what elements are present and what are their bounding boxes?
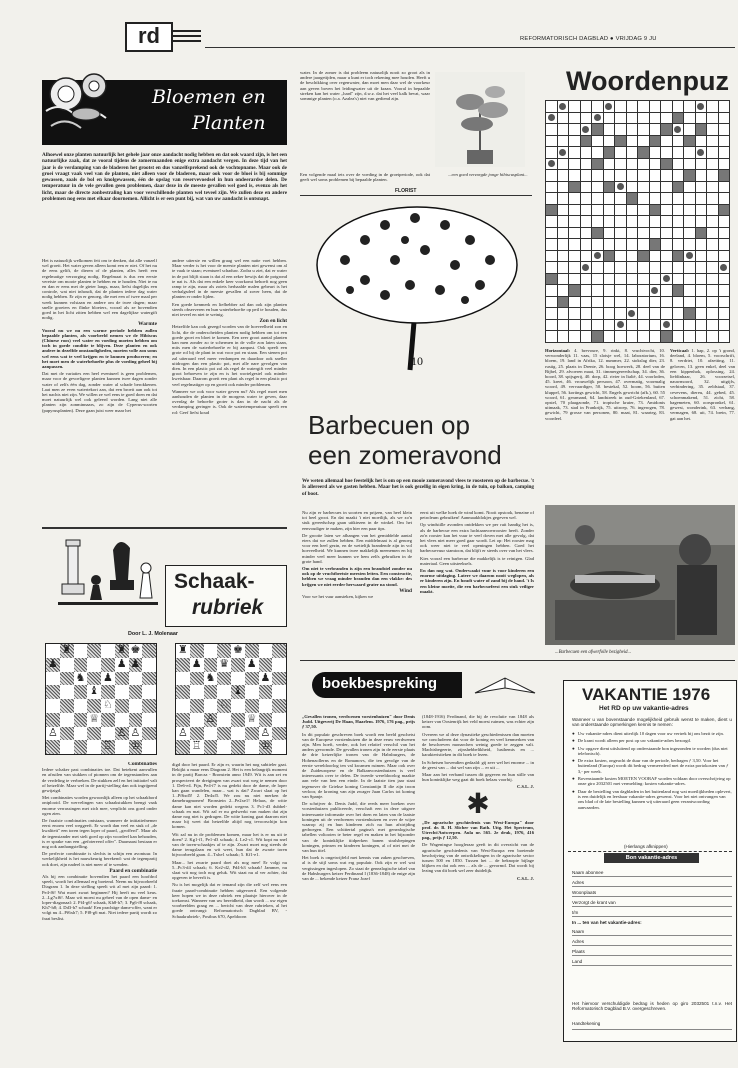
vacation-bullet bbox=[572, 731, 732, 736]
chess-title-line1: Schaak- bbox=[174, 570, 255, 593]
bbq-column-1 bbox=[302, 510, 412, 665]
vacation-bullet-text: De extra kosten, ongeacht de duur van de periode, bedragen ƒ 3,50. Voor het buitenland (Europa) wordt dit bedrag vermeerderd met de extra portokosten van ƒ 3,- per week. bbox=[577, 758, 729, 774]
chess-square bbox=[245, 672, 259, 686]
chess-square bbox=[74, 699, 88, 713]
chess-square bbox=[142, 685, 156, 699]
crossword-dot bbox=[548, 160, 555, 167]
chess-square bbox=[272, 740, 286, 754]
chess-square bbox=[190, 699, 204, 713]
chess-square bbox=[115, 699, 129, 713]
bbq-title-line2: een zomeravond bbox=[308, 440, 502, 470]
chess-square bbox=[60, 685, 74, 699]
hibiscus-photo bbox=[435, 72, 525, 167]
chess-piece-icon: ♙ bbox=[47, 725, 58, 739]
masthead-lines bbox=[171, 30, 201, 32]
chess-square bbox=[101, 713, 115, 727]
chess-top-rule bbox=[42, 527, 287, 529]
chess-column-1 bbox=[42, 762, 157, 1032]
bon-field[interactable] bbox=[572, 919, 732, 926]
book-column-2 bbox=[422, 714, 534, 1036]
chess-piece-icon: ♙ bbox=[130, 725, 141, 739]
chess-piece-icon: ♟ bbox=[102, 670, 113, 684]
chess-square bbox=[217, 727, 231, 741]
horizontal-heading: Horizontaal: bbox=[545, 348, 571, 353]
book2-sign-2: C.S.L. J. bbox=[517, 875, 534, 881]
chess-piece-icon: ♟ bbox=[47, 656, 58, 670]
vacation-bullet-text: De krant wordt alleen per post op uw vakantie-adres bezorgd. bbox=[577, 738, 691, 744]
flowers-col3-text-b: Een volgende maal iets over de voeding in de groeiperiode, ook dat geeft wel soms problemen bij bepaalde planten. bbox=[300, 172, 430, 183]
chess-square bbox=[217, 672, 231, 686]
book1-text-c: Het boek is ongetwijfeld met kennis van zaken geschreven, al is de stijl soms wat erg populair. Ook zijn er wel wat vergissingen ingeslopen. Zo staat de genealogische tabel van de Habsburgers keizer Ferdinand I (1836-1848) de enige zijn van de ... bekende keizer Franz Jozef bbox=[302, 855, 415, 882]
chess-square bbox=[217, 713, 231, 727]
chess-piece-icon: ♚ bbox=[232, 643, 243, 656]
bon-field[interactable] bbox=[572, 879, 732, 887]
bon-field[interactable] bbox=[572, 869, 732, 877]
bullet-icon: ● bbox=[572, 788, 575, 794]
bullet-icon: ● bbox=[572, 745, 575, 751]
chess-square bbox=[204, 658, 218, 672]
chess-square bbox=[272, 699, 286, 713]
flowers-column-3 bbox=[300, 70, 430, 170]
bbq-caption: ...Barbecuen een afwerfolle bezigheid... bbox=[555, 650, 632, 655]
chess-square bbox=[101, 727, 115, 741]
bullet-icon: ● bbox=[572, 731, 575, 736]
bbq-title-line1: Barbecuen op bbox=[308, 410, 470, 440]
svg-text:10: 10 bbox=[411, 354, 423, 368]
chess-square bbox=[129, 699, 143, 713]
tree-illustration bbox=[305, 200, 530, 375]
crossword-dot bbox=[582, 126, 589, 133]
bon-field-label: Adres bbox=[572, 880, 585, 885]
flowers-column-1 bbox=[42, 258, 157, 555]
chess-square bbox=[176, 658, 190, 672]
chess-square bbox=[74, 727, 88, 741]
crossword-dot bbox=[559, 149, 566, 156]
cut-line bbox=[568, 851, 732, 852]
crossword-dot bbox=[697, 103, 704, 110]
chess-piece-icon: ♕ bbox=[246, 711, 257, 725]
chess-col1-text-e: Als bij een combinatie bovendien het paard een hoofdrol speelt, wordt het allemaal erg boeiend. Neem nu bijvoorbeeld Diagram 1. In deze stelling speelt wit al met zijn paard: 1. Pe4-f6! Wat moet zwart beginnen? Hij heeft nu veel keus. 2...Lg7xf6!. Maar wit moest nu geheel van de open dame- en loper-diagonaal: 2. Pf4-g6! schaak, Kh8-h7; 3. Pg6-f8 schaak, Kh7-h8; 4. Dd3-h7 schaak! Een prachtige dame-offer, want er volgt nu 4...Pf6xh7; 5. Pf8-g6 mat. Niet iedere partij wordt zo fraai beslist. bbox=[42, 874, 157, 921]
chess-column-2 bbox=[172, 762, 287, 1032]
chess-square bbox=[190, 672, 204, 686]
chess-square bbox=[217, 685, 231, 699]
chess-piece-icon: ♟ bbox=[260, 670, 271, 684]
bon-field[interactable] bbox=[572, 938, 732, 946]
dateline: REFORMATORISCH DAGBLAD ● VRIJDAG 9 JU bbox=[520, 36, 657, 42]
chess-title-box bbox=[165, 565, 287, 627]
chess-piece-icon: ♞ bbox=[205, 670, 216, 684]
flowers-col1-text: Het is natuurlijk welkomen feit om te denken, dat alle vanzelf wel groeit. Het water geven alleen komt een er niet. Of het nu de eens gelift, de dieren of de planten, alles heeft een regelmatige verzorging nodig. Regelmaat is dus een eerste vereiste om mooie planten te hebben en te houden. Niet te nu en dan er eens met de gieter langs, maar, liefst dagelijks een controle, wat niet inhoudt, dat de planten iedere dag water nodig hebben. Er zijn er genoeg, die met een of twee maal per week kunnen volstaan en andere om de twee dagen; maar snelle groeiers en flinke bloeiers, vooral als ze bovendien goed in het licht zitten hebben wel een dagelijkse watergift nodig. bbox=[42, 258, 157, 321]
flowers-col2-text: andere uiterste en willen graag wel een natte voet hebben. Maar verder is het voor de meeste planten niet gewenst om al te vaak te staan; eventueel schaduw. Zodra u ziet, dat er water in de pot blijft staan is dat al een zeker bewijs dat de potgrond te nat is. Als dat een enkele keer voorkomt behoeft nog geen ramp te zijn, maar als zoiets herhaalde malen gebeurt is het verhalgsdeel in de meeste gevallen al zover heen, dat de planten er onder lijden. bbox=[172, 258, 287, 300]
chess-square bbox=[60, 658, 74, 672]
chess-square bbox=[87, 658, 101, 672]
vacation-bullet-text: Uw vakantie-adres dient uiterlijk 10 dagen voor uw vertrek bij ons bezit te zijn. bbox=[577, 731, 724, 736]
chess-square bbox=[204, 727, 218, 741]
bullet-icon: ● bbox=[572, 738, 575, 744]
chess-square bbox=[259, 699, 273, 713]
chess-square bbox=[60, 727, 74, 741]
book2-text-f: De Wageningse hoogleraar geeft in dit overzicht van de agrarische geschiedenis van West-Europa een boeiende beschrijving van de ontwikkelingen in de agrarische sector tussen 500 en 1850. Tussen het ... de beknopte bijlage blijken en dat ook een ... als de ... gevormd. Dat wordt bij lezing van dit boek wel zeer duidelijk. bbox=[422, 842, 534, 874]
chess-piece-icon: ♟ bbox=[246, 656, 257, 670]
vacation-bullet bbox=[572, 758, 732, 774]
flowers-title-line2: Planten bbox=[192, 112, 266, 134]
chess-square bbox=[46, 713, 60, 727]
chess-square bbox=[142, 699, 156, 713]
chess-piece-icon: ♕ bbox=[89, 711, 100, 725]
chess-square bbox=[142, 672, 156, 686]
chess-piece-icon: ♟ bbox=[130, 656, 141, 670]
chess-col2-text-d: Nu is het mogelijk dat er iemand zijn die zelf wel eens een fraaie paard-combinatie hebben uitgevoerd. Een volgende keer hopen we in deze rubriek een plaatsje hierover in de toekomst. Wanneer van uw bereidheid, dan wordt ... uw eigen voorbeelden graag en ... bericht van deze rubrieken, al het goede ontvangt: Reformatorisch Dagblad BV, -Schaakrubriek-, Postbus 670, Apeldoorn bbox=[172, 882, 287, 919]
flowers-title-line1: Bloemen en bbox=[152, 86, 266, 108]
book-illustration bbox=[470, 668, 540, 698]
chess-square bbox=[87, 699, 101, 713]
chess-square bbox=[101, 658, 115, 672]
book2-text-b: Overeen we al deze dynastieke geschiedenissen dan moeten we concluderen dat voor de koning en veel kenmerken van de beschreven monarchen weinig goede te zeggen valt. Machtsbegeerte, zijnshebbelikheid, lusthemis en ... karakteristieken in dit boek te lezen. bbox=[422, 731, 534, 758]
chess-square bbox=[46, 740, 60, 754]
flowers-col2-text-d: Wanneer we ook voor water geven nu? Als regel moet men aanhouden de planten in de morgens water te geven, daar overdag de behoefte groter is dan in de nacht als de verdamping geringer is. Ook de watertemperatuur speelt een rol: Geef liefst koud bbox=[172, 388, 287, 415]
bullet-icon: ● bbox=[572, 776, 575, 782]
bbq-col2-text: eerst uit welke hoek de wind komt. Nooit opstook, benzine of petroleum gebruiken! Aanmaakblokjes gegeven wel. bbox=[420, 510, 534, 521]
bon-field[interactable] bbox=[572, 928, 732, 936]
chess-square bbox=[46, 672, 60, 686]
book2-text-d: Maar aan het verband tussen dit gegeven en hun stille van hun koninklijke weg gaat dit boek helaas voorbij. bbox=[422, 772, 534, 783]
chess-piece-icon: ♜ bbox=[177, 643, 188, 656]
chess-col2-text-c: Maar... het zwarte paard doet als nog mee! Er volgt nu 5...Pc3-d4 schaak; 6. Ke2-d2, Pd4-b3 schaak! Jammer, nu slaat wit nog toch nog geluk. Wit staat nu al ver achter, dat opgeven te beverlt is. bbox=[172, 859, 287, 881]
chess-square bbox=[74, 658, 88, 672]
chess-piece-icon: ♔ bbox=[130, 739, 141, 753]
chess-square bbox=[46, 644, 60, 658]
chess-square bbox=[115, 685, 129, 699]
signature-label: Handtekening bbox=[572, 1021, 601, 1026]
chess-square bbox=[46, 699, 60, 713]
chess-square bbox=[60, 672, 74, 686]
bon-form bbox=[572, 869, 732, 968]
book-review-header bbox=[312, 672, 462, 698]
crossword-dot bbox=[720, 264, 727, 271]
bon-title: Bon vakantie-adres bbox=[604, 853, 699, 863]
chess-square bbox=[176, 713, 190, 727]
chess-square bbox=[204, 644, 218, 658]
chess-square bbox=[87, 727, 101, 741]
chess-piece-icon: ♘ bbox=[102, 698, 113, 711]
crossword-grid bbox=[545, 100, 735, 345]
bon-field[interactable] bbox=[572, 909, 732, 917]
bullet-icon: ● bbox=[572, 758, 575, 764]
chess-square bbox=[142, 713, 156, 727]
chess-square bbox=[204, 685, 218, 699]
chess-square bbox=[190, 713, 204, 727]
chess-square bbox=[245, 685, 259, 699]
bbq-col1-text-d: Voor we het vuur aansteken, kijken we bbox=[302, 594, 374, 600]
chess-square bbox=[115, 740, 129, 754]
bon-field-label: t/m bbox=[572, 910, 579, 915]
flowers-col2-heading: Zon en licht bbox=[259, 318, 287, 325]
flowers-caption-rule bbox=[300, 195, 532, 196]
flowers-column-2 bbox=[172, 258, 287, 555]
bbq-col1-heading: Wind bbox=[399, 587, 412, 594]
bon-field[interactable] bbox=[572, 958, 732, 966]
chess-piece-icon: ♚ bbox=[130, 643, 141, 656]
crossword-dot bbox=[594, 252, 601, 259]
cut-line-label: (Hierlangs afknippen) bbox=[624, 844, 668, 849]
chess-square bbox=[46, 685, 60, 699]
chess-piece-icon: ♜ bbox=[116, 643, 127, 656]
chess-diagram-2 bbox=[175, 643, 287, 755]
book2-sign-1: C.S.L. J. bbox=[517, 784, 534, 790]
bon-field-label: Naam abonnee bbox=[572, 870, 604, 875]
crossword-dot bbox=[686, 252, 693, 259]
crossword-horizontal bbox=[545, 348, 665, 500]
chess-square bbox=[176, 740, 190, 754]
bon-field-label: Verzorgt de krant van bbox=[572, 900, 616, 905]
crossword-dot bbox=[582, 264, 589, 271]
flowers-col1-text-b: Vooral nu we nu een warme periode hebben zullen bepaalde planten, als voorbeeld nemen we de Hibiscus (Chinese roos) veel water en voeding moeten hebben om toch in goede conditie te blijven. Deze planten en ook andere in dezelfde omstandigheden, moeten volle zon soms wel eens wat te veel krijgen en te kunnen produceren; en het moet men de waterbehoefte plus de voeding geheel bij aanpassen. bbox=[42, 327, 157, 370]
crossword-dot bbox=[674, 126, 681, 133]
chess-square bbox=[272, 658, 286, 672]
vacation-bullet-text: Uw opgave dient uitsluitend op onderstaande bon ingezonden te worden (dus niet telefonisch). bbox=[577, 745, 728, 756]
crossword-dot bbox=[697, 149, 704, 156]
bon-field-label: Naam bbox=[572, 929, 585, 934]
flowers-byline: FLORIST bbox=[395, 188, 417, 194]
book-review-title: boekbespreking bbox=[322, 675, 438, 692]
chess-piece-icon: ♟ bbox=[191, 656, 202, 670]
crossword-dot bbox=[617, 183, 624, 190]
chess-square bbox=[60, 740, 74, 754]
chess-piece-icon: ♙ bbox=[177, 725, 188, 739]
bon-field[interactable] bbox=[572, 948, 732, 956]
crossword-dot bbox=[559, 103, 566, 110]
crossword-dot bbox=[594, 114, 601, 121]
chess-piece-icon: ♙ bbox=[116, 725, 127, 739]
chess-col2-text-b: Wit zal nu in de problemen komen, maar het is er nu uit te doen? 2. Kg1-f1, Pe1-d3 schaak; 4. Le2-c1. Wit kopt nu snel van de toren-schaakjes af te zijn. Zwart moet nog steeds de dame terugslaan en wit weet, hun dat de zwarte toren bijvoorbeeld gaan. 4...Txhe1 schaak; 5. Kf1-e1. bbox=[172, 831, 287, 858]
chess-square bbox=[74, 713, 88, 727]
vacation-bullet bbox=[572, 746, 732, 757]
book1-text: In dit populair geschreven boek wordt een beeld geschetst van de Europese vorstenhuizen die in deze eeuw verdwenen zijn. Men hoeft, verder, ook het relatief verschil van het anders gevormde. De gevallen tronen zijn in de eerste plaats de drie keizerlijke tronen van de Habsburgers, de Hohenzollerns en de Romanovs, die ten gevolge van de eerste wereldoorlog ten val kwamen ruimen. Maar ook over de Zuideuropese en de Balkanvorstenhuizen is veel interessants over te delen. De tweede wereldoorlog maakte aan vele van hen een einde. In de laatste tien jaar staat tegenover de Griekse koning Constantijn II die zijn troon verloor, de kroning van zijn zwager Juan Carlos tot koning van Spanje. bbox=[302, 731, 415, 800]
chess-square bbox=[190, 685, 204, 699]
chess-square bbox=[204, 740, 218, 754]
bon-field[interactable] bbox=[572, 889, 732, 897]
chess-square bbox=[245, 740, 259, 754]
chess-square bbox=[272, 644, 286, 658]
chess-square bbox=[231, 699, 245, 713]
flowers-col1-text-c: Dat met de variaties een heel eventueel is geen problemen, maar voor de gevoeligere planten kunnen twee dagen zonder water of zelfs één dag, zonder water al schade berokkenen. Laat men ze even watertekort aan, dat een broeit aan ook tot het nachts niet zijn. We willen ze wel eens te goed doen en dat moet natuurlijk wel ook geleerd worden. Lang niet alle planten zijn zonminnaars, zo zijn de Cyperus-soorten (papyrusplanten). Deze gaan juist weer maar het bbox=[42, 371, 157, 413]
chess-square bbox=[190, 727, 204, 741]
chess-square bbox=[245, 727, 259, 741]
chess-byline: Door L. J. Molenaar bbox=[128, 631, 179, 637]
chess-col1-text: Iedere schaker past combinaties toe. Dat betekent aanvullen en afruilen van stukken of pionnen om de tegenstanders aan de verdeling te verbreken. De stukken zelf en het initiatief valt of hetzelfde. Maar wel in de partij-stelling dan ook ingrijpend gewijzigd. bbox=[42, 767, 157, 794]
crossword-vertical bbox=[670, 348, 735, 500]
chess-square bbox=[231, 672, 245, 686]
crossword-dot bbox=[617, 321, 624, 328]
chess-square bbox=[74, 740, 88, 754]
chess-square bbox=[176, 672, 190, 686]
bbq-col1-text-c: Om niet te verbranden is zijn een brandstel zonder nu ook op de vruchtbeetsie meesten letten. Een constructie, hebben we vraag minder branden dan een vlakke: des krijgen we niet eerder herwaard grater na stond. bbox=[302, 566, 412, 587]
signature-field[interactable] bbox=[572, 1021, 732, 1030]
book1-intro: „Gevallen tronen, verdwenen vorstenhuizen" door Denis Judd. Uitgeverij De Haan, Haarlem. 1976, 176 pag., prijs ƒ 37,50. bbox=[302, 714, 415, 730]
chess-diagram-1 bbox=[45, 643, 157, 755]
chess-piece-icon: ♛ bbox=[219, 656, 230, 670]
bon-field-label: Woonplaats bbox=[572, 890, 597, 895]
chess-piece-icon: ♝ bbox=[232, 684, 243, 698]
horizontal-clues: 4. brevoure, 9. rinkt, 8. vruchtvocht, 10. verwonderlijk 11. vaas, 15 slotsje wel, 14. laboratorium, 16. bloem, 19. land in Afrika, 12. nummer, 22. stokslag dier, 23. rustig, 25. plaats in Drente, 26. boog hoewerk, 28. deel van de Bijbel, 29. afvoeren maat, 31. timmergereedschap, 34. dier, 36. boord, 38. spijsgerij, 40. dorp, 42. rivier in Italië, 44. voorloden, 45. kreet, 46. vrouwelijk persoon, 47. overmatig, voormalig woord, 49. vervaardiger, 50. bestekal, 52. boom, 56. buiten kluppel, 56. kortings gewicht, 58. Engels gewricht (afk.), 60. 55 woord, 61. geramand, 64. landstreek in oud-Griekenland, 67. opstel, 70 plaagzonde, 71. tropische kruier, 73. Amidonis uitmaak, 73. stad in Frankrijk, 75. uitroep, 76. ingerogen, 78. gewicht, 79 grosse van personen, 80. maat, 81. waarteg, 83. voordeel. bbox=[545, 348, 665, 421]
chess-col1-text-b: Met combinaties worden gewoonlijk alleen op het schaakbord ontplooid. De wervelingen van schaakstukken brengt vaak enorme verrassingen met zich mee, verplicht ons goed onder ogen zien. bbox=[42, 795, 157, 816]
chess-square bbox=[231, 658, 245, 672]
bbq-column-2 bbox=[420, 510, 534, 665]
flowers-col2-text-c: Hetzelfde kan ook gezegd worden van de hoeveelheid zon en licht, die de onderscheiden planten nodig hebben om tot een goede groei en bloei te komen. Een zeer groot aantal planten kan men zonder zo te schermen in de volle zon laten staan, mits men de waterbehoefte er bij aanpast. Ook speelt een grote rol bij de plant in wat voor pot en staan. Een stenen pot zal uiteraard veel meer verdampen en daardoor ook sneller uitdrogen dan een plastic pot, met alle nare gevolgen van dien. In een plastic pot zal als regel de watergift veel minder groot behoeven te zijn en is het wortelgestel ook minder kwetsbaar. Daarom groeit een plant als regel in een plastic pot veel regelmatiger op en groeit ook minder problemen. bbox=[172, 324, 287, 387]
book2-intro: „De agrarische geschiedenis van West-Europa" door prof. dr. B. H. Slicher van Bath. Uitg. Het Spectrum, Utrecht/Antwerpen. Aula nr. 565. 2e druk, 1976, 416 pag., prijs ƒ 12,50. bbox=[422, 819, 534, 841]
flowers-caption: ...een goed verzorgde jonge hibiscusplant... bbox=[448, 172, 528, 177]
book2-text-c: In Schetsen bovendien gedaald: gij zeer wel het enorme ... in de geest van ... dat wel van zijn ... er uit ... bbox=[422, 759, 534, 770]
bon-field[interactable] bbox=[572, 899, 732, 907]
chess-square bbox=[142, 727, 156, 741]
chess-piece-icon: ♟ bbox=[116, 656, 127, 670]
crossword-dot bbox=[651, 287, 658, 294]
flowers-header bbox=[42, 80, 287, 145]
asterisk-icon: ✱ bbox=[466, 788, 490, 820]
chess-square bbox=[87, 644, 101, 658]
book-column-1 bbox=[302, 714, 415, 1036]
chess-piece-icon: ♘ bbox=[219, 698, 230, 711]
bon-footer: Het hiervoor verschuldigde bedrag is heden op giro 2032501 t.n.v. Het Reformatorisch Dagblad B.V. overgeschreven. bbox=[572, 1001, 732, 1012]
chess-piece-icon: ♞ bbox=[75, 670, 86, 684]
chess-square bbox=[115, 713, 129, 727]
chess-square bbox=[60, 713, 74, 727]
chess-square bbox=[190, 644, 204, 658]
chess-square bbox=[115, 672, 129, 686]
bbq-col2-text-b: Op windstille avonden ontdekken we per ruit handig het is, als de barbecue een extra luchtaanvoerrooster heeft. Zonder zo'n rooster kan het vuur te veel doven met alle gevolg, dat het vlees niet meer goed gaar wordt. Let op: Het rooster mag ook weer niet te veel openingen hebben. Goed het barbecuevuur stamtoon, dat blijft er steeds over van het vlees. bbox=[420, 522, 534, 554]
chess-square bbox=[129, 713, 143, 727]
chess-square bbox=[87, 740, 101, 754]
chess-square bbox=[60, 699, 74, 713]
vacation-subtitle: Het RD op uw vakantie-adres bbox=[599, 705, 689, 712]
chess-square bbox=[231, 740, 245, 754]
vertical-heading: Verticaal: bbox=[670, 348, 690, 353]
chess-square bbox=[272, 685, 286, 699]
bon-field-label: Land bbox=[572, 959, 583, 964]
chess-heading-1: Combinaties bbox=[127, 762, 157, 767]
chess-piece-icon: ♙ bbox=[205, 711, 216, 725]
chess-piece-icon: ♔ bbox=[260, 739, 271, 753]
chess-piece-icon: ♖ bbox=[191, 739, 202, 753]
bbq-col1-text-b: De grootte laten we afhangen van het gemiddelde aantal eters dat we zullen hebben. Een middelmaat is al genoeg voor een heel gezin, en de wettelijk brandende zijn in vol hoeveelheid. We kunnen twee makkelijk meenemen en hij minder veel meer kunnen we hem zelfs gebruiken in de grote hand. bbox=[302, 532, 412, 564]
masthead-rule bbox=[205, 47, 735, 48]
bon-field-label: Adres bbox=[572, 939, 585, 944]
vacation-box bbox=[563, 680, 737, 1042]
bbq-col2-text-c: Kies vooral een barbecue die makkelijk is te reinigen. Glad materiaal. Geen uitsteeksels. bbox=[420, 555, 534, 566]
bbq-photo bbox=[545, 505, 735, 645]
chess-square bbox=[176, 685, 190, 699]
chess-square bbox=[259, 685, 273, 699]
vacation-title: VAKANTIE 1976 bbox=[582, 685, 711, 704]
chess-square bbox=[259, 658, 273, 672]
chess-piece-icon: ♖ bbox=[102, 739, 113, 753]
bon-field-label: In ... ten van het vakantie-adres: bbox=[572, 920, 642, 925]
crossword-dot bbox=[663, 321, 670, 328]
crossword-dot bbox=[548, 114, 555, 121]
chess-square bbox=[272, 713, 286, 727]
chess-square bbox=[259, 713, 273, 727]
chess-col1-text-c: De fraaiste combinaties ontstaan, wanneer de initiatiefnemer eerst enorm veel weggeeft. Er wordt dan veel en stuk of „de kwaliteit" een toren tegen loper of paard, „geofferd". Maar als de tegenstander met stelt goed op zijn voordeel kan behouden, is er sprake van een „gefotereerd offer". Daarnaast bestaan er nog ook aanhangstelling. bbox=[42, 818, 157, 850]
flowers-col1-heading: Warmte bbox=[138, 321, 157, 328]
book2-text: (1848-1916) Ferdinand, die bij de revolutie van 1848 als keizer van Oostenrijk het veld moest ruimen, was echter zijn oom. bbox=[422, 714, 534, 730]
chess-square bbox=[101, 644, 115, 658]
chess-title-line2: rubriek bbox=[192, 596, 264, 619]
chess-square bbox=[272, 727, 286, 741]
chess-piece-icon: ♙ bbox=[260, 725, 271, 739]
chess-square bbox=[204, 699, 218, 713]
chess-square bbox=[176, 699, 190, 713]
bon-field-label: Plaats bbox=[572, 949, 585, 954]
chess-piece-icon: ♜ bbox=[61, 643, 72, 656]
masthead bbox=[105, 20, 735, 50]
chess-square bbox=[142, 658, 156, 672]
chess-square bbox=[87, 672, 101, 686]
vacation-bullets bbox=[572, 731, 732, 812]
chess-square bbox=[74, 644, 88, 658]
chess-square bbox=[142, 740, 156, 754]
crossword-cell bbox=[718, 330, 731, 343]
chess-square bbox=[129, 685, 143, 699]
vacation-intro: Wanneer u van bovenstaande mogelijkheid gebruik wenst te maken, dient u van onderstaande opmerkingen kennis te nemen: bbox=[572, 717, 732, 728]
chess-square bbox=[74, 685, 88, 699]
crossword-dot bbox=[663, 275, 670, 282]
chess-heading-2: Paard en combinatie bbox=[109, 867, 157, 874]
flowers-col2-text-b: Een goede kenmerk en liefhebber zal dan ook zijn planten steeds observeren en hun waterbehoefte op peil te houden, dus niet teveel en niet te weinig. bbox=[172, 301, 287, 318]
chess-col1-text-d: De perfecte combinatie is slechts in schijn een avontuur. In werkelijkheid is het nauwkeurig berekend: wat de tegenpartij ook doet, zijn nadeel is niet meer af te wenden. bbox=[42, 851, 157, 867]
chess-square bbox=[142, 644, 156, 658]
flowers-intro: Alhoewel onze planten natuurlijk het gehele jaar onze aandacht nodig hebben en dat ook waard zijn, is het een natuurlijke zaak, dat ze vooral tijdens de zomermaanden enige extra aandacht vergen. In deze tijd van het jaar is de verdamping van de bladeren het grootst en dus vanzelfsprekend ook de vochtopname. Maar ook de groei vraagt vaak veel van de planten, niet alleen voor de bladeren, maar ook voor de bloei is bij sommige gewassen, zoals de bol en knolgewassen, één de opslag van reservevoedsel in hun ondeerardse delen. De temperatuur in de vele gevallen geen problemen, daar deze in de meeste gevallen wel goed is, evenzo als het licht, maar de directe zonbestraling kan voor verschillende planten wel teveel zijn. We zullen deze en andere problemen nog eens met elkaar doornemen. Allicht is er een punt bij, wat van uw aandacht is ontsnapt. bbox=[42, 152, 287, 203]
chess-square bbox=[101, 685, 115, 699]
rd-logo: rd bbox=[125, 22, 173, 52]
vacation-bullet-text: Daar de bestelling van dagbladen in het buitenland nog wat moeilijkheden oplevert, is een duidelijk en leesbaar vakantie-adres gewenst. Voor het niet ontvangen van ons blad of de late bestelling kunnen wij uiteraard geen verantwoording aanvaarden. bbox=[577, 788, 732, 810]
bbq-rule bbox=[300, 660, 735, 661]
chess-col2-text: digd door het paard. Er zijn er, waarin het nog subtieler gaat. Bekijkt u maar eens Diagram 2. Het is een belangrijk moment in de partij Barcza - Bronstein anno 1949. Wit is aan zet en prospecteert de dreigingen van zwart wat weg te nemen door 1. De6-e4. Fijn, Pe4-f7 is nu gedekt door de dame, de loper kan gaan wandelen, maar... wat is dat? Zwart slaat op het 1...Pf6xd5! 2. De4xf5. We zou nu niet merken de damebrugmonen! Bronstein 2...Pe2xe1! Helaas, de witte dame kan niet worden gedekt wegens 3. Pc1-d3 dubbel-schaak en mat. Wit zal er nu gedwerkt van maken dat zijn dame nog niet is gedragen. De witte koning gaat daarom niet maar hij weet dat hetzelfde altijd nog tevoorschijn kon komen. bbox=[172, 762, 287, 830]
crossword-dot bbox=[605, 103, 612, 110]
chess-square bbox=[245, 699, 259, 713]
vacation-bullet bbox=[572, 738, 732, 743]
book1-text-b: De schrijver dr. Denis Judd, die reeds meer boeken over vorstenhuizen publiceerde, verschaft een in deze uitgave interessante informatie over het doen en laten van de laatste koningen uit de verdwenen vorstenhuizen en over de wijze waarop zij en hun kinderen zich na hun afstrijding gedroegen. Een schittertal pagina's met genealogische tabellen voltooien te beter regel en maken in het bijzonder van de koninklijke tiidperken banen stralsbepingen koningen, prinsen en kinderen koningen, al of niet met de van hun titel. bbox=[302, 801, 415, 854]
chess-square bbox=[245, 644, 259, 658]
chess-square bbox=[129, 672, 143, 686]
bbq-intro: We weten allemaal hoe feestelijk het is om op een mooie zomeravond vlees te roosteren op de barbecue. 't Is allereerd als we gasten hebben. Maar het is ook gezellig in eigen kring, in de tuin, op balkon, camping of boot. bbox=[302, 478, 534, 497]
vacation-bullet bbox=[572, 789, 732, 810]
chess-pieces-illustration bbox=[58, 530, 158, 608]
chess-square bbox=[272, 672, 286, 686]
chess-square bbox=[259, 644, 273, 658]
chess-square bbox=[231, 713, 245, 727]
chess-piece-icon: ♝ bbox=[89, 684, 100, 698]
bbq-col2-text-d: En dan nog wat. Onderwaakt vuur is voor kinderen een enorme uitdaging. Latere we daarom nooit weglopen, als er kinderen zijn. En houdt water of zand bij de hand. 't Is een kleine moeite, die een barbecuefeest een stuk veiliger maakt. bbox=[420, 568, 534, 594]
flowers-col3-text: water. In de zomer is dat probleem natuurlijk nooit zo groot als in andere jaargetijden, maar u kunt er toch rekening mee houden. Heeft u de beschikking over regenwater, dan moet men daar wel de voorkeur aan geven boven het leidingwater uit de kraan. Vooral in bepaalde streken kan het water „hard" zijn, d.w.z. dat het veel kalk bevat, waar sommige planten (o.a. Azalea's) niet van gediend zijn. bbox=[300, 70, 430, 102]
chess-square bbox=[231, 727, 245, 741]
chess-square bbox=[217, 740, 231, 754]
bbq-col1-text: Nu zijn er barbecues in soorten en prijzen, van heel klein tot heel groot. En dat maakt 't niet moeilijk, als we zo'n stuk gereedschap gaan uitkiezen in de winkel. Om het eenvoudiger te maken, zijn hier een paar tips. bbox=[302, 510, 412, 531]
flower-illustration bbox=[36, 66, 126, 146]
chess-square bbox=[217, 644, 231, 658]
vertical-clues: 1. hap, 2. op 't grond, deeland, 4. bloem, 5. voorschrift, 8. verdriet, 10. afzetting, 11. geloven, 13. geen enkel, deel van een kippenhok, oplossing, 24. liefdinhaar, 26. voorzetsel, nauwmoord, 32. uitgijfs, verbindering, 35. zeldstaal, 37. cevevens, diereu, 44. gebed, 45. schoenmakend, 51. zicht, 58. bagemeten, 60. oorspronkel, 61. gewest, wonderink, 63. verhang, vermagen, 68. uit, 74. brein, 77. gat aan het. bbox=[670, 348, 735, 421]
crossword-title: Woordenpuz bbox=[566, 66, 729, 96]
crossword-dot bbox=[628, 310, 635, 317]
vacation-bullet-text: Bovenstaande kosten MOETEN VOORAF worden voldaan door overschrijving op onze giro 2032501 met vermelding: kosten vakantie-adres. bbox=[577, 776, 731, 787]
vacation-bullet bbox=[572, 776, 732, 787]
